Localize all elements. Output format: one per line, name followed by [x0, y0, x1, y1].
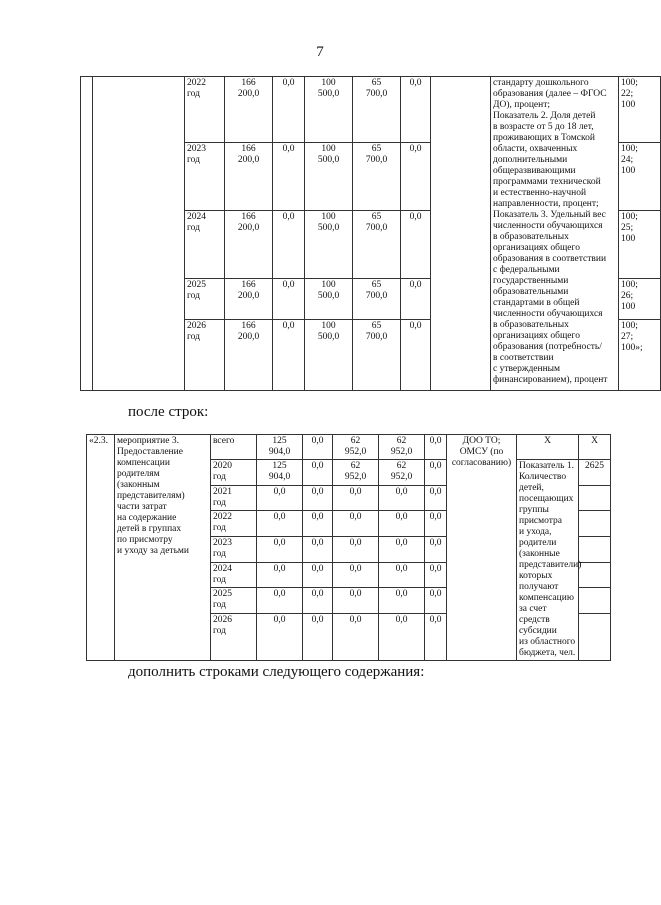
value-cell: 100; 25; 100	[619, 211, 661, 279]
measure-3-table	[86, 434, 611, 661]
regional-cell: 0,0	[333, 536, 379, 562]
other-cell: 0,0	[401, 77, 431, 143]
federal-cell: 0,0	[303, 435, 333, 460]
year-cell: 2023 год	[211, 536, 257, 562]
program-table-continued	[80, 76, 661, 391]
regional-cell: 100 500,0	[305, 143, 353, 211]
year-cell: 2026 год	[185, 320, 225, 391]
local-cell: 0,0	[379, 588, 425, 614]
other-cell: 0,0	[425, 435, 447, 460]
year-cell: 2024 год	[211, 562, 257, 588]
table-row	[81, 77, 661, 143]
year-cell: 2023 год	[185, 143, 225, 211]
local-cell: 0,0	[379, 511, 425, 537]
total-cell: 0,0	[257, 485, 303, 511]
federal-cell: 0,0	[303, 613, 333, 660]
federal-cell: 0,0	[303, 536, 333, 562]
local-cell: 65 700,0	[353, 143, 401, 211]
value-cell	[579, 562, 611, 588]
regional-cell: 0,0	[333, 562, 379, 588]
other-cell: 0,0	[425, 613, 447, 660]
regional-cell: 0,0	[333, 588, 379, 614]
value-cell	[579, 588, 611, 614]
federal-cell: 0,0	[303, 485, 333, 511]
federal-cell: 0,0	[303, 511, 333, 537]
regional-cell: 0,0	[333, 613, 379, 660]
measure-name-cell: мероприятие 3. Предоставление компенсации родителям (законным представителям) части затрат на содержание детей в группах по присмотру и уходу за детьми	[115, 435, 211, 661]
federal-cell: 0,0	[303, 562, 333, 588]
name-cell	[93, 77, 185, 391]
year-cell: 2022 год	[185, 77, 225, 143]
heading-supplement: дополнить строками следующего содержания:	[128, 664, 425, 680]
total-cell: 0,0	[257, 613, 303, 660]
value-cell: 100; 26; 100	[619, 279, 661, 320]
heading-after-rows: после строк:	[128, 404, 209, 420]
year-cell: 2024 год	[185, 211, 225, 279]
year-cell: 2021 год	[211, 485, 257, 511]
value-cell	[579, 613, 611, 660]
other-cell: 0,0	[401, 211, 431, 279]
total-cell: 166 200,0	[225, 77, 273, 143]
year-cell: 2025 год	[185, 279, 225, 320]
value-x-cell: Х	[579, 435, 611, 460]
regional-cell: 0,0	[333, 511, 379, 537]
row-number-cell: «2.3.	[87, 435, 115, 661]
total-cell: 0,0	[257, 536, 303, 562]
total-cell: 0,0	[257, 511, 303, 537]
value-cell	[579, 536, 611, 562]
federal-cell: 0,0	[273, 320, 305, 391]
total-cell: 0,0	[257, 562, 303, 588]
year-cell: 2020 год	[211, 460, 257, 486]
regional-cell: 100 500,0	[305, 77, 353, 143]
local-cell: 65 700,0	[353, 77, 401, 143]
total-cell: 166 200,0	[225, 143, 273, 211]
local-cell: 0,0	[379, 562, 425, 588]
other-cell: 0,0	[425, 536, 447, 562]
total-cell: 0,0	[257, 588, 303, 614]
value-cell	[579, 511, 611, 537]
federal-cell: 0,0	[273, 143, 305, 211]
value-cell: 2625	[579, 460, 611, 486]
total-cell: 166 200,0	[225, 279, 273, 320]
number-cell	[81, 77, 93, 391]
regional-cell: 0,0	[333, 485, 379, 511]
year-cell: всего	[211, 435, 257, 460]
local-cell: 62 952,0	[379, 435, 425, 460]
other-cell: 0,0	[425, 460, 447, 486]
local-cell: 65 700,0	[353, 320, 401, 391]
local-cell: 0,0	[379, 485, 425, 511]
local-cell: 0,0	[379, 613, 425, 660]
value-cell: 100; 24; 100	[619, 143, 661, 211]
other-cell: 0,0	[425, 588, 447, 614]
other-cell: 0,0	[401, 279, 431, 320]
federal-cell: 0,0	[303, 460, 333, 486]
federal-cell: 0,0	[273, 211, 305, 279]
other-cell: 0,0	[401, 143, 431, 211]
local-cell: 65 700,0	[353, 279, 401, 320]
year-cell: 2022 год	[211, 511, 257, 537]
table-row	[87, 435, 611, 460]
other-cell: 0,0	[425, 485, 447, 511]
total-cell: 166 200,0	[225, 320, 273, 391]
regional-cell: 62 952,0	[333, 435, 379, 460]
regional-cell: 62 952,0	[333, 460, 379, 486]
other-cell: 0,0	[425, 562, 447, 588]
value-cell: 100; 27; 100»;	[619, 320, 661, 391]
indicator-cell: Показатель 1. Количество детей, посещающих группы присмотра и ухода, родители (законные представители) которых получают компенсацию за счет средств субсидии из областного бюджета, чел.	[517, 460, 579, 661]
year-cell: 2025 год	[211, 588, 257, 614]
federal-cell: 0,0	[273, 77, 305, 143]
value-cell	[579, 485, 611, 511]
other-cell: 0,0	[425, 511, 447, 537]
total-cell: 125 904,0	[257, 460, 303, 486]
executor-cell	[431, 77, 491, 391]
federal-cell: 0,0	[303, 588, 333, 614]
regional-cell: 100 500,0	[305, 211, 353, 279]
indicator-x-cell: Х	[517, 435, 579, 460]
indicator-cell: стандарту дошкольного образования (далее – ФГОС ДО), процент; Показатель 2. Доля детей в возрасте от 5 до 18 лет, проживающих в Томской области, охваченных дополнительными общеразвивающими программами технической и естественно-научной направленности, процент; Показатель 3. Удельный вес численности обучающихся в образовательных организациях общего образования в соответствии с федеральными государственными образовательными стандартами в общей численности обучающихся в образовательных организациях общего образования (потребность/ в соответствии с утвержденным финансированием), процент	[491, 77, 619, 391]
total-cell: 125 904,0	[257, 435, 303, 460]
total-cell: 166 200,0	[225, 211, 273, 279]
local-cell: 0,0	[379, 536, 425, 562]
local-cell: 65 700,0	[353, 211, 401, 279]
executor-cell: ДОО ТО; ОМСУ (по согласованию)	[447, 435, 517, 661]
page-number: 7	[316, 44, 324, 60]
local-cell: 62 952,0	[379, 460, 425, 486]
federal-cell: 0,0	[273, 279, 305, 320]
regional-cell: 100 500,0	[305, 320, 353, 391]
other-cell: 0,0	[401, 320, 431, 391]
year-cell: 2026 год	[211, 613, 257, 660]
regional-cell: 100 500,0	[305, 279, 353, 320]
value-cell: 100; 22; 100	[619, 77, 661, 143]
